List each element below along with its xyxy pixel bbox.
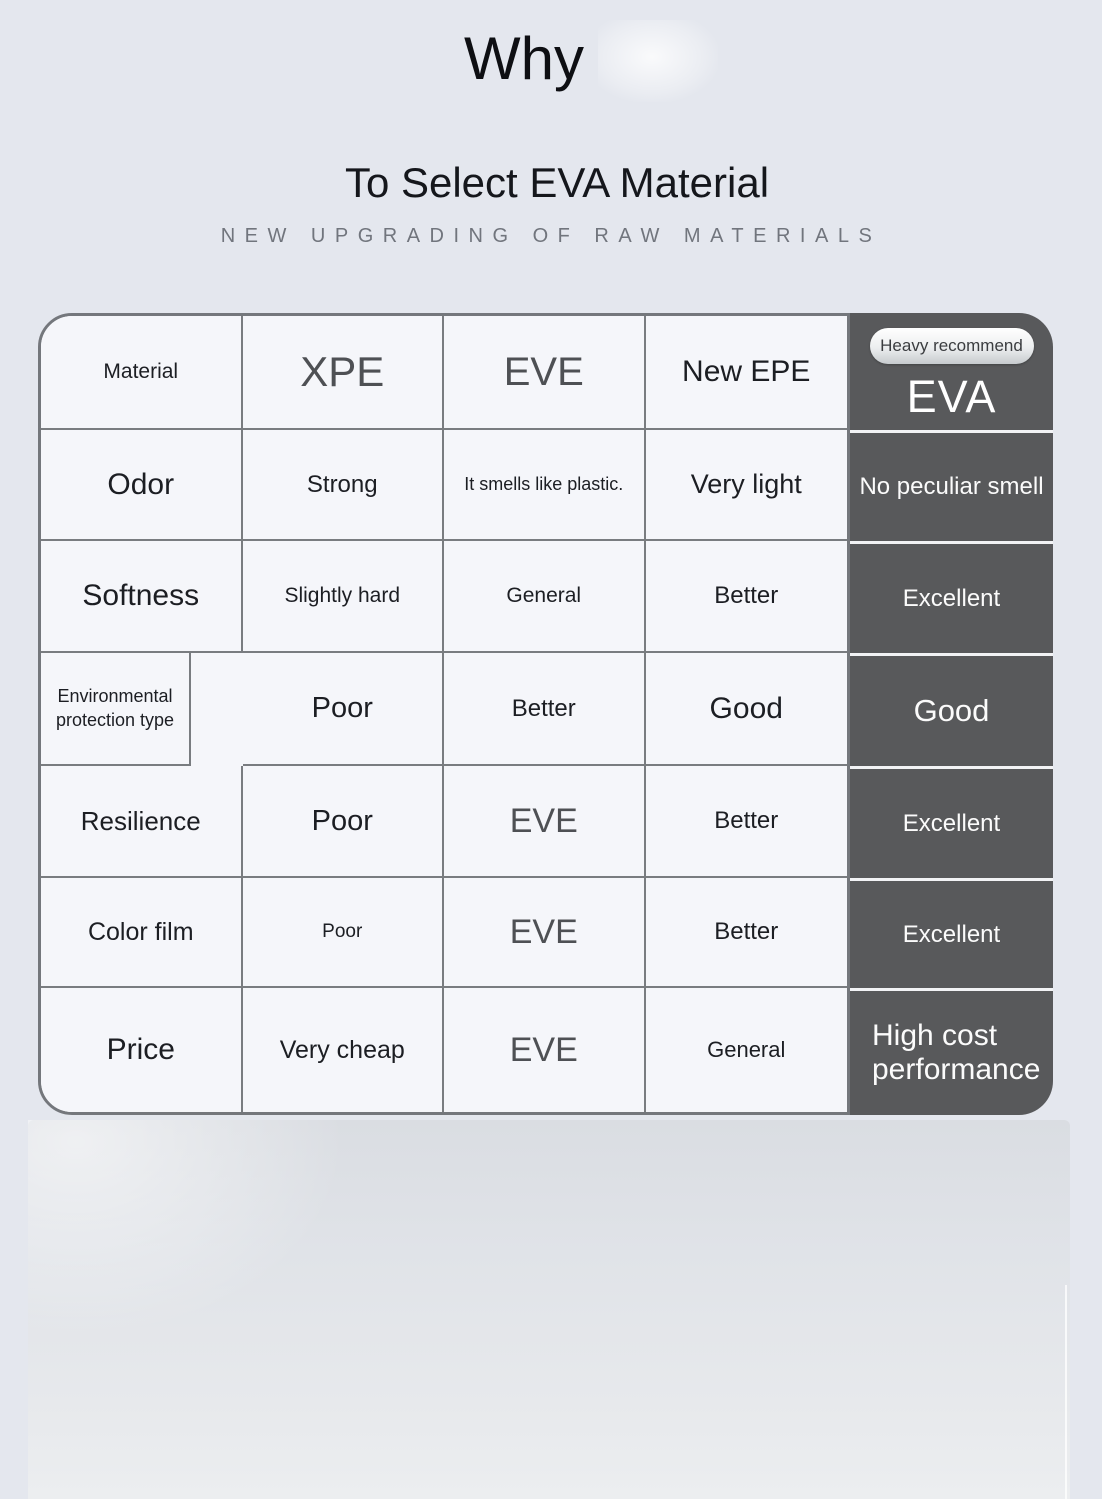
table-cell: Better <box>444 653 646 766</box>
table-cell-eva: No peculiar smell <box>850 430 1053 541</box>
eva-column-title: EVA <box>906 371 997 422</box>
table-cell: Very light <box>646 430 848 541</box>
heavy-recommend-badge: Heavy recommend <box>870 328 1034 364</box>
table-cell: Poor <box>243 766 445 878</box>
table-cell: General <box>444 541 646 653</box>
table-cell-eva: Excellent <box>850 766 1053 878</box>
table-cell: General <box>646 988 848 1112</box>
table-cell: EVE <box>444 766 646 878</box>
table-cell: Strong <box>243 430 445 541</box>
row-label-resilience: Resilience <box>41 766 243 878</box>
eva-recommended-column <box>850 313 1053 1115</box>
table-cell: Very cheap <box>243 988 445 1112</box>
row-label-softness: Softness <box>41 541 243 653</box>
row-label-environmental-protection-type: Environmental protection type <box>41 653 191 766</box>
table-cell: It smells like plastic. <box>444 430 646 541</box>
table-cell: Better <box>646 878 848 988</box>
row-label-odor: Odor <box>41 430 243 541</box>
column-header-eva <box>850 313 1053 430</box>
blank-footer-area <box>28 1120 1070 1499</box>
material-comparison-table <box>38 313 1053 1115</box>
table-cell-eva: Good <box>850 653 1053 766</box>
table-cell: Poor <box>243 653 445 766</box>
table-cell: EVE <box>444 878 646 988</box>
table-cell: Better <box>646 766 848 878</box>
table-cell: Poor <box>243 878 445 988</box>
page-title: Why <box>464 25 584 92</box>
table-cell-eva: Excellent <box>850 541 1053 653</box>
column-header-xpe: XPE <box>243 316 445 430</box>
table-cell: Better <box>646 541 848 653</box>
column-header-eve: EVE <box>444 316 646 430</box>
table-cell: Good <box>646 653 848 766</box>
row-label-color-film: Color film <box>41 878 243 988</box>
page-header <box>0 0 1102 248</box>
table-cell: Slightly hard <box>243 541 445 653</box>
page-subtitle: To Select EVA Material <box>344 159 770 206</box>
table-cell-eva: High cost performance <box>850 988 1053 1115</box>
column-header-material: Material <box>41 316 243 430</box>
page-tagline: NEW UPGRADING OF RAW MATERIALS <box>220 225 882 247</box>
row-label-price: Price <box>41 988 243 1112</box>
table-cell: EVE <box>444 988 646 1112</box>
table-cell-eva: Excellent <box>850 878 1053 988</box>
comparison-table-light-panel <box>38 313 850 1115</box>
column-header-new-epe: New EPE <box>646 316 848 430</box>
